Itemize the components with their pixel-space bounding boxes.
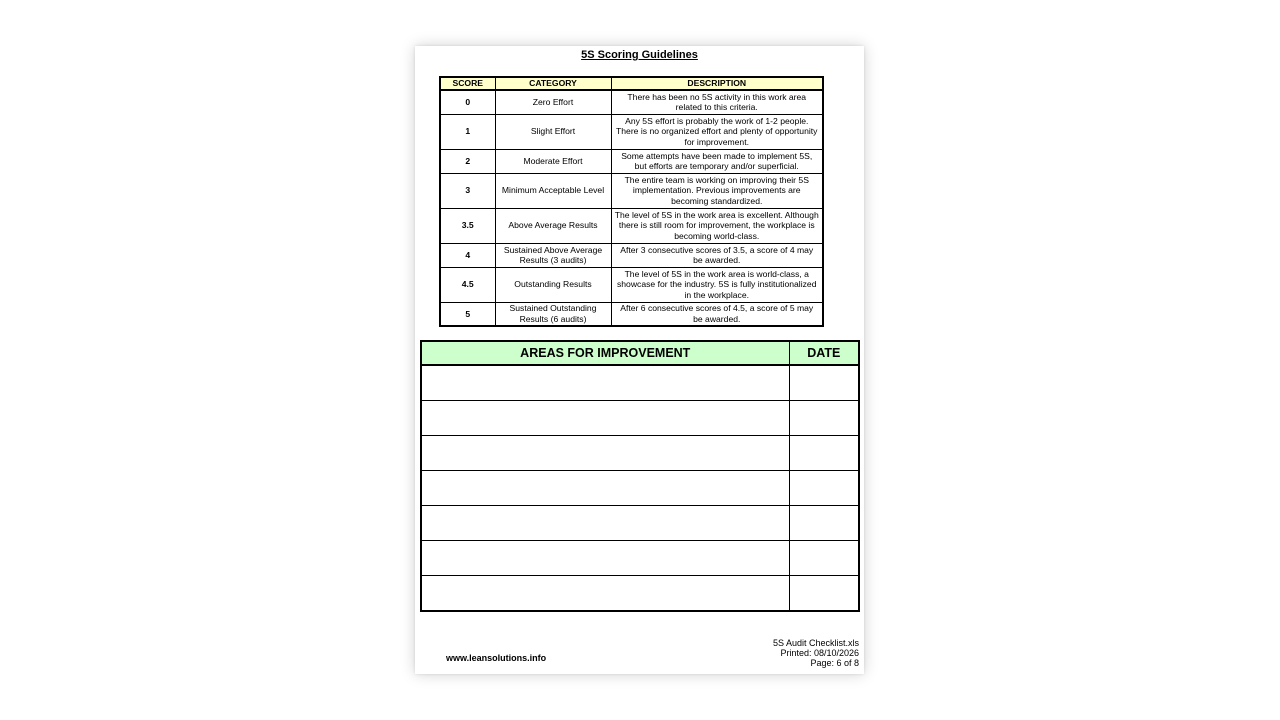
score-cell: 0 (440, 90, 495, 114)
document-page (415, 46, 864, 674)
improvement-row (421, 401, 859, 436)
category-cell: Outstanding Results (495, 267, 611, 302)
score-cell: 3 (440, 173, 495, 208)
footer-website: www.leansolutions.info (446, 653, 547, 663)
category-cell: Sustained Above Average Results (3 audits) (495, 243, 611, 267)
improvement-date-cell[interactable] (789, 506, 859, 541)
improvement-date-cell[interactable] (789, 541, 859, 576)
footer-print-info (773, 638, 859, 668)
category-cell: Minimum Acceptable Level (495, 173, 611, 208)
improvement-row (421, 506, 859, 541)
table-row (440, 267, 823, 302)
improvement-area-cell[interactable] (421, 506, 789, 541)
table-header-row (440, 77, 823, 90)
header-areas-for-improvement: AREAS FOR IMPROVEMENT (421, 341, 789, 365)
improvement-row (421, 436, 859, 471)
table-row (440, 302, 823, 326)
improvement-area-cell[interactable] (421, 436, 789, 471)
footer-filename: 5S Audit Checklist.xls (772, 638, 859, 648)
table-row (440, 149, 823, 173)
category-cell: Zero Effort (495, 90, 611, 114)
table-row (440, 114, 823, 149)
description-cell: The entire team is working on improving their 5S implementation. Previous improvements are becoming standardized. (611, 173, 823, 208)
description-cell: After 6 consecutive scores of 4.5, a score of 5 may be awarded. (611, 302, 823, 326)
improvement-date-cell[interactable] (789, 471, 859, 506)
improvement-row (421, 365, 859, 401)
scoring-guidelines-table (439, 76, 824, 327)
category-cell: Above Average Results (495, 208, 611, 243)
improvement-row (421, 471, 859, 506)
description-cell: After 3 consecutive scores of 3.5, a score of 4 may be awarded. (611, 243, 823, 267)
improvement-header-row (421, 341, 859, 365)
improvement-date-cell[interactable] (789, 365, 859, 401)
score-cell: 5 (440, 302, 495, 326)
footer-printed-date: Printed: 08/10/2026 (780, 648, 859, 658)
description-cell: The level of 5S in the work area is excellent. Although there is still room for improvement, the workplace is becoming world-class. (611, 208, 823, 243)
description-cell: There has been no 5S activity in this work area related to this criteria. (611, 90, 823, 114)
table-row (440, 243, 823, 267)
description-cell: Any 5S effort is probably the work of 1-2 people. There is no organized effort and plenty of opportunity for improvement. (611, 114, 823, 149)
improvement-area-cell[interactable] (421, 401, 789, 436)
score-cell: 4 (440, 243, 495, 267)
header-category: CATEGORY (495, 77, 611, 90)
table-row (440, 208, 823, 243)
improvement-date-cell[interactable] (789, 401, 859, 436)
header-score: SCORE (440, 77, 495, 90)
description-cell: Some attempts have been made to implement 5S, but efforts are temporary and/or superficial. (611, 149, 823, 173)
table-row (440, 173, 823, 208)
table-row (440, 90, 823, 114)
improvement-area-cell[interactable] (421, 471, 789, 506)
header-description: DESCRIPTION (611, 77, 823, 90)
category-cell: Moderate Effort (495, 149, 611, 173)
category-cell: Sustained Outstanding Results (6 audits) (495, 302, 611, 326)
score-cell: 1 (440, 114, 495, 149)
improvement-date-cell[interactable] (789, 576, 859, 612)
header-date: DATE (789, 341, 859, 365)
improvement-date-cell[interactable] (789, 436, 859, 471)
improvement-area-cell[interactable] (421, 576, 789, 612)
category-cell: Slight Effort (495, 114, 611, 149)
description-cell: The level of 5S in the work area is world-class, a showcase for the industry. 5S is fully institutionalized in the workplace. (611, 267, 823, 302)
score-cell: 4.5 (440, 267, 495, 302)
footer-page-number: Page: 6 of 8 (810, 658, 859, 668)
improvement-area-cell[interactable] (421, 541, 789, 576)
score-cell: 2 (440, 149, 495, 173)
page-title: 5S Scoring Guidelines (581, 49, 698, 61)
improvement-row (421, 541, 859, 576)
improvement-row (421, 576, 859, 612)
areas-for-improvement-table (420, 340, 860, 612)
score-cell: 3.5 (440, 208, 495, 243)
improvement-area-cell[interactable] (421, 365, 789, 401)
